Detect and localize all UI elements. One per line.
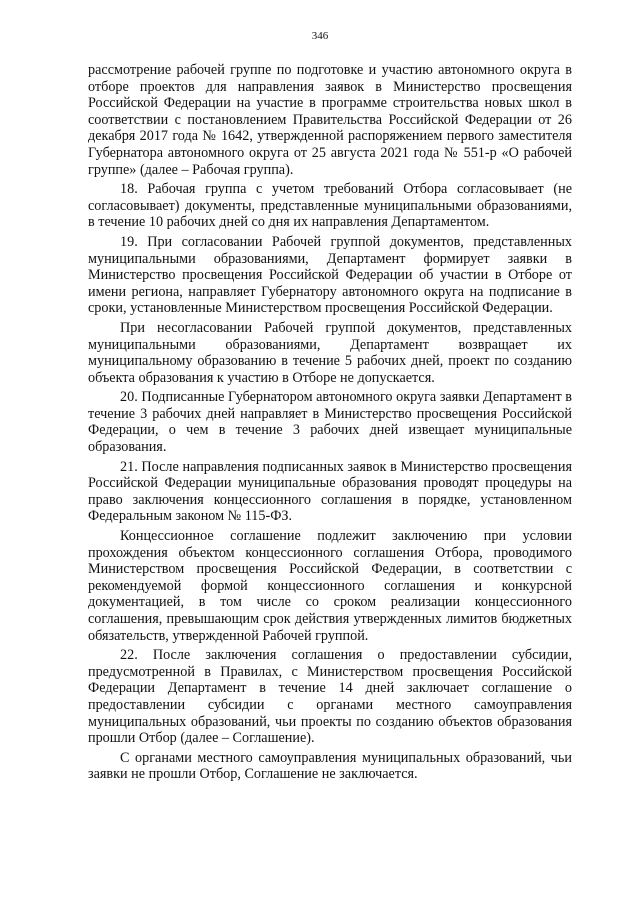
paragraph-22: 22. После заключения соглашения о предоставлении субсидии, предусмотренной в Правилах, с Министерством просвещения Российской Федерации Департамент в течение 14 дней заключает соглашение о предоставлении субсидии с органами местного самоуправления муниципальных образований, чьи проекты по созданию объектов образования прошли Отбор (далее – Соглашение).: [88, 647, 572, 747]
paragraph-19: 19. При согласовании Рабочей группой документов, представленных муниципальными образованиями, Департамент формирует заявки в Министерство просвещения Российской Федерации об участии в Отборе от имени региона, направляет Губернатору автономного округа на подписание в сроки, установленные Министерством просвещения Российской Федерации.: [88, 233, 572, 317]
paragraph-continuation: рассмотрение рабочей группе по подготовке и участию автономного округа в отборе проектов для направления заявок в Министерство просвещения Российской Федерации на участие в программе строительства новых школ в соответствии с постановлением Правительства Российской Федерации от 26 декабря 2017 года № 1642, утвержденной распоряжением первого заместителя Губернатора автономного округа от 25 августа 2021 года № 551-р «О рабочей группе» (далее – Рабочая группа).: [88, 62, 572, 178]
paragraph-21: 21. После направления подписанных заявок в Министерство просвещения Российской Федерации муниципальные образования проводят процедуры на право заключения концессионного соглашения в порядке, установленном Федеральным законом № 115-ФЗ.: [88, 458, 572, 525]
paragraph-21-concession: Концессионное соглашение подлежит заключению при условии прохождения объектом концессионного соглашения Отбора, проводимого Министерством просвещения Российской Федерации, в соответствии с рекомендуемой формой концессионного соглашения и конкурсной документацией, в том числе со сроком реализации концессионного соглашения, превышающим срок действия утвержденных лимитов бюджетных обязательств, утвержденной Рабочей группой.: [88, 528, 572, 644]
paragraph-18: 18. Рабочая группа с учетом требований Отбора согласовывает (не согласовывает) документы, представленные муниципальными образованиями, в течение 10 рабочих дней со дня их направления Департаментом.: [88, 181, 572, 231]
page-number: 346: [311, 30, 329, 42]
paragraph-20: 20. Подписанные Губернатором автономного округа заявки Департамент в течение 3 рабочих дней направляет в Министерство просвещения Российской Федерации, о чем в течение 3 рабочих дней извещает муниципальные образования.: [88, 389, 572, 456]
paragraph-19-rejection: При несогласовании Рабочей группой документов, представленных муниципальными образованиями, Департамент возвращает их муниципальному образованию в течение 5 рабочих дней, проект по созданию объекта образования к участию в Отборе не допускается.: [88, 319, 572, 386]
document-body: [88, 62, 572, 786]
paragraph-22-no-agreement: С органами местного самоуправления муниципальных образований, чьи заявки не прошли Отбор, Соглашение не заключается.: [88, 749, 572, 783]
